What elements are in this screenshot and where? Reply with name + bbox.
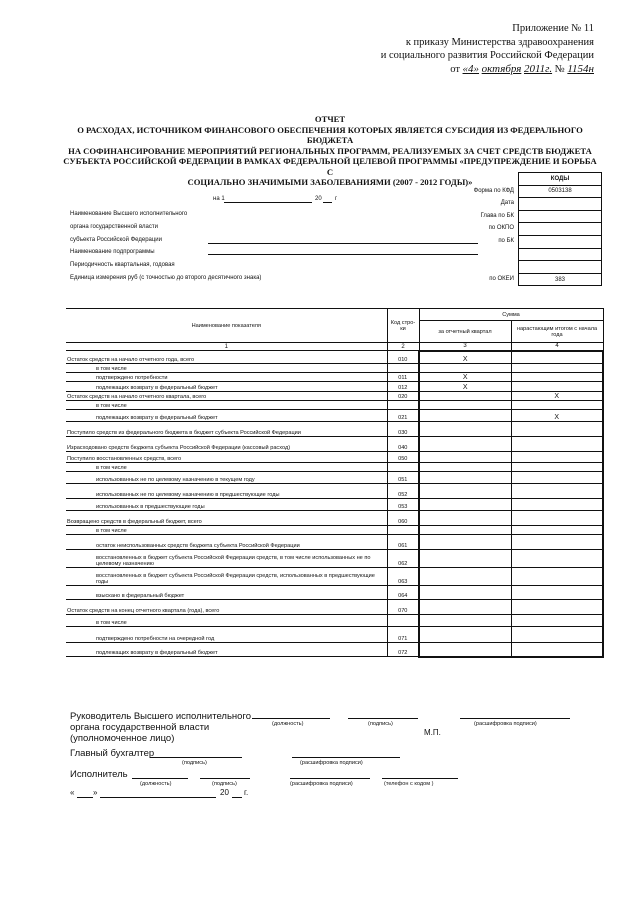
accountant-signature-caption: (подпись) [182,760,207,766]
row-code: 012 [387,382,419,392]
row-quarter-cell[interactable] [419,600,511,615]
col-code-header: Код стро-ки [387,309,419,343]
row-quarter-cell[interactable]: X [419,351,511,364]
code-label: Форма по КФД [473,187,514,194]
appendix-line-1: Приложение № 11 [512,23,594,34]
table-row [66,526,603,535]
subprogram-field[interactable] [208,254,478,255]
row-code: 011 [387,373,419,382]
codes-header: КОДЫ [519,173,602,186]
row-quarter-cell[interactable] [419,463,511,472]
year-suffix: г [335,196,338,202]
row-code: 030 [387,422,419,437]
row-cumulative-cell[interactable]: X [511,392,603,401]
row-quarter-cell[interactable] [419,484,511,499]
head-signature-field[interactable] [348,718,418,719]
row-cumulative-cell[interactable] [511,452,603,463]
as-of-date-field[interactable] [224,202,312,203]
org-label-1: Наименование Высшего исполнительного [70,211,188,217]
row-quarter-cell[interactable] [419,364,511,373]
row-name: подлежащих возврату в федеральный бюджет [66,382,387,392]
row-code: 051 [387,472,419,484]
row-cumulative-cell[interactable] [511,437,603,452]
row-code: 064 [387,586,419,600]
row-quarter-cell[interactable] [419,627,511,643]
date-year: 2011г. [523,62,553,75]
table-row [66,535,603,550]
row-code [387,364,419,373]
table-row [66,472,603,484]
table-row [66,627,603,643]
row-quarter-cell[interactable] [419,452,511,463]
table-row [66,600,603,615]
code-label: по БК [498,238,514,244]
appendix-block [381,22,594,76]
row-name: Поступило средств из федерального бюджета в бюджет субъекта Российской Федерации [66,422,387,437]
table-row [66,437,603,452]
row-cumulative-cell[interactable] [511,382,603,392]
table-row [66,452,603,463]
code-value-cell[interactable] [519,210,602,223]
row-name: подтверждено потребности [66,373,387,382]
executor-signature-caption: (подпись) [212,781,237,787]
row-code: 060 [387,511,419,526]
row-cumulative-cell[interactable] [511,615,603,627]
row-code: 021 [387,410,419,422]
row-name: восстановленных в бюджет субъекта Российской Федерации средств, в том числе использованных не по целевому назначению [66,550,387,568]
row-cumulative-cell[interactable] [511,550,603,568]
row-quarter-cell[interactable]: X [419,382,511,392]
row-code: 070 [387,600,419,615]
table-row [66,392,603,401]
row-quarter-cell[interactable] [419,437,511,452]
row-cumulative-cell[interactable] [511,511,603,526]
head-label: Руководитель Высшего исполнительного органа государственной власти (уполномоченное лицо) [70,711,251,744]
table-row [66,586,603,600]
row-code: 052 [387,484,419,499]
col-sum-header: Сумма [419,309,603,321]
table-row [66,643,603,657]
code-label: по ОКЕИ [489,275,514,282]
col-quarter-header: за отчетный квартал [419,321,511,343]
table-row [66,401,603,410]
row-quarter-cell[interactable] [419,586,511,600]
row-code: 040 [387,437,419,452]
row-cumulative-cell[interactable] [511,351,603,364]
head-position-field[interactable] [252,718,330,719]
row-cumulative-cell[interactable] [511,627,603,643]
row-cumulative-cell[interactable] [511,526,603,535]
row-code: 061 [387,535,419,550]
executor-decode-caption: (расшифровка подписи) [290,781,353,787]
row-quarter-cell[interactable] [419,392,511,401]
row-code: 063 [387,568,419,586]
code-label: Глава по БК [480,212,514,219]
col-num-4: 4 [511,343,603,351]
row-cumulative-cell[interactable] [511,586,603,600]
table-row [66,615,603,627]
row-cumulative-cell[interactable] [511,484,603,499]
table-row [66,550,603,568]
row-code: 071 [387,627,419,643]
row-name: взыскано в федеральный бюджет [66,586,387,600]
executor-phone-field[interactable] [382,778,458,779]
head-position-caption: (должность) [272,721,304,727]
executor-position-caption: (должность) [140,781,172,787]
codes-table [518,172,602,286]
row-name: восстановленных в бюджет субъекта Российской Федерации средств, использованных в предшествующие годы [66,568,387,586]
row-code: 072 [387,643,419,657]
table-row [66,382,603,392]
row-cumulative-cell[interactable] [511,472,603,484]
row-code: 020 [387,392,419,401]
table-row [66,422,603,437]
sign-year-field[interactable] [232,797,242,798]
sign-year-prefix: 20 [220,788,229,797]
head-decode-field[interactable] [460,718,570,719]
date-day: «4» [462,62,480,75]
row-quarter-cell[interactable] [419,550,511,568]
row-cumulative-cell[interactable] [511,600,603,615]
code-label: Дата [500,200,514,207]
year-field[interactable] [323,202,332,203]
executor-position-field[interactable] [132,778,188,779]
row-cumulative-cell[interactable] [511,373,603,382]
row-name: Поступило восстановленных средств, всего [66,452,387,463]
code-value-cell[interactable] [519,198,602,211]
accountant-decode-caption: (расшифровка подписи) [300,760,363,766]
col-num-2: 2 [387,343,419,351]
table-row [66,351,603,364]
col-cumulative-header: нарастающим итогом с начала года [511,321,603,343]
col-name-header: Наименование показателя [66,309,387,343]
row-code [387,615,419,627]
row-quarter-cell[interactable] [419,499,511,511]
accountant-label: Главный бухгалтер [70,748,155,759]
row-cumulative-cell[interactable] [511,568,603,586]
row-code [387,401,419,410]
executor-signature-field[interactable] [200,778,250,779]
row-quarter-cell[interactable] [419,511,511,526]
row-code: 062 [387,550,419,568]
row-name: остаток неиспользованных средств бюджета субъекта Российской Федерации [66,535,387,550]
row-name: подлежащих возврату в федеральный бюджет [66,410,387,422]
head-decode-caption: (расшифровка подписи) [474,721,537,727]
col-num-1: 1 [66,343,387,351]
table-row [66,410,603,422]
row-quarter-cell[interactable] [419,535,511,550]
executor-phone-caption: (телефон с кодом ) [384,781,434,787]
report-title: ОТЧЕТ О РАСХОДАХ, ИСТОЧНИКОМ ФИНАНСОВОГО ОБЕСПЕЧЕНИЯ КОТОРЫХ ЯВЛЯЕТСЯ СУБСИДИЯ ИЗ ФЕДЕРАЛЬНОГО БЮДЖЕТА НА СОФИНАНСИРОВАНИЕ МЕРОПРИЯТИЙ РЕГИОНАЛЬНЫХ ПРОГРАММ, РЕАЛИЗУЕМЫХ ЗА СЧЕТ СРЕДСТВ БЮДЖЕТА СУБЪЕКТА РОССИЙСКОЙ ФЕДЕРАЦИИ В РАМКАХ ФЕДЕРАЛЬНОЙ ЦЕЛЕВОЙ ПРОГРАММЫ «ПРЕДУПРЕЖДЕНИЕ И БОРЬБА С СОЦИАЛЬНО ЗНАЧИМЫМИ ЗАБОЛЕВАНИЯМИ (2007 - 2012 ГОДЫ)» [63,114,597,187]
row-quarter-cell[interactable] [419,568,511,586]
subprogram-label: Наименование подпрограммы [70,249,155,255]
row-name: в том числе [66,364,387,373]
row-code: 050 [387,452,419,463]
appendix-date-line: от «4» октября 2011г. № 1154н [450,62,594,75]
code-value-cell[interactable] [519,223,602,236]
code-label: по ОКПО [488,225,514,232]
row-name: в том числе [66,401,387,410]
row-name: подлежащих возврату в федеральный бюджет [66,643,387,657]
table-row [66,484,603,499]
row-name: Израсходовано средств бюджета субъекта Российской Федерации (кассовый расход) [66,437,387,452]
year-prefix: 20 [315,196,322,202]
sign-date-open: « [70,788,75,797]
table-row [66,511,603,526]
row-name: использованных в предшествующие годы [66,499,387,511]
table-row [66,499,603,511]
table-row [66,373,603,382]
sign-month-field[interactable] [100,797,216,798]
date-month: октября [481,62,522,75]
row-name: в том числе [66,615,387,627]
row-code: 010 [387,351,419,364]
table-row [66,364,603,373]
sign-day-field[interactable] [77,797,93,798]
report-table [66,308,604,658]
row-cumulative-cell[interactable] [511,364,603,373]
row-quarter-cell[interactable] [419,615,511,627]
head-signature-caption: (подпись) [368,721,393,727]
row-code [387,463,419,472]
row-name: подтверждено потребности на очередной год [66,627,387,643]
row-name: использованных не по целевому назначению в текущем году [66,472,387,484]
stamp-place: М.П. [424,728,441,737]
table-row [66,568,603,586]
as-of-label: на 1 [213,196,225,202]
periodicity-label: Периодичность квартальная, годовая [70,262,175,268]
row-quarter-cell[interactable] [419,526,511,535]
row-name: Остаток средств на начало отчетного года, всего [66,351,387,364]
row-quarter-cell[interactable] [419,472,511,484]
executor-label: Исполнитель [70,769,128,780]
org-label-3: субъекта Российской Федерации [70,237,163,243]
org-field[interactable] [208,243,478,244]
row-quarter-cell[interactable] [419,410,511,422]
sign-date-close: » [93,788,98,797]
table-row [66,463,603,472]
code-value-cell[interactable] [519,248,602,261]
row-cumulative-cell[interactable]: X [511,410,603,422]
row-name: Остаток средств на конец отчетного квартала (года), всего [66,600,387,615]
row-code [387,526,419,535]
row-name: Возвращено средств в федеральный бюджет, всего [66,511,387,526]
row-cumulative-cell[interactable] [511,463,603,472]
accountant-decode-field[interactable] [292,757,400,758]
col-num-3: 3 [419,343,511,351]
row-name: в том числе [66,526,387,535]
row-name: Остаток средств на начало отчетного квартала, всего [66,392,387,401]
sign-year-suffix: г. [244,788,249,797]
order-number: 1154н [567,62,594,75]
code-value-cell[interactable] [519,235,602,248]
code-value-cell[interactable]: 0503138 [519,185,602,198]
row-quarter-cell[interactable]: X [419,373,511,382]
row-name: в том числе [66,463,387,472]
row-cumulative-cell[interactable] [511,643,603,657]
executor-decode-field[interactable] [290,778,370,779]
appendix-line-3: и социального развития Российской Федерации [380,50,594,61]
row-quarter-cell[interactable] [419,643,511,657]
row-cumulative-cell[interactable] [511,499,603,511]
row-quarter-cell[interactable] [419,401,511,410]
row-cumulative-cell[interactable] [511,535,603,550]
accountant-signature-field[interactable] [150,757,242,758]
row-quarter-cell[interactable] [419,422,511,437]
row-name: использованных не по целевому назначению в предшествующие годы [66,484,387,499]
row-cumulative-cell[interactable] [511,422,603,437]
row-cumulative-cell[interactable] [511,401,603,410]
org-label-2: органа государственной власти [70,224,158,230]
unit-label: Единица измерения руб (с точностью до второго десятичного знака) [70,275,262,281]
appendix-line-2: к приказу Министерства здравоохранения [405,36,594,48]
code-value-cell[interactable] [519,261,602,274]
code-value-cell[interactable]: 383 [519,273,602,286]
row-code: 053 [387,499,419,511]
